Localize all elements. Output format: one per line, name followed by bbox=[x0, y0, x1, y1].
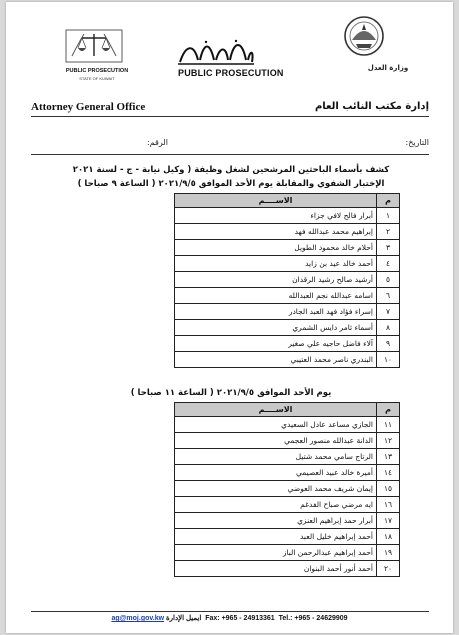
row-number: ١٥ bbox=[377, 481, 400, 497]
candidate-name: إسراء فؤاد فهد العبد الجادر bbox=[175, 304, 377, 320]
row-number: ٤ bbox=[377, 256, 400, 272]
candidate-name: آلاء فاضل حاجيه علي صغير bbox=[175, 336, 377, 352]
row-number: ٨ bbox=[377, 320, 400, 336]
row-number: ١٣ bbox=[377, 449, 400, 465]
column-header-number: م bbox=[377, 403, 400, 417]
candidate-name: إبراهيم محمد عبدالله فهد bbox=[175, 224, 377, 240]
column-header-name: الاســــم bbox=[175, 194, 377, 208]
table-row bbox=[175, 256, 400, 272]
table-row bbox=[175, 449, 400, 465]
candidate-name: أسماء ثامر دايس الشمري bbox=[175, 320, 377, 336]
session-1-table bbox=[174, 193, 400, 368]
candidate-name: الدانة عبدالله منصور العجمي bbox=[175, 433, 377, 449]
attorney-general-office-ar: إدارة مكتب النائب العام bbox=[314, 101, 429, 112]
table-row bbox=[175, 513, 400, 529]
reference-label: الرقم: bbox=[147, 138, 168, 147]
candidate-name: أبرار حمد إبراهيم العنزي bbox=[175, 513, 377, 529]
row-number: ٧ bbox=[377, 304, 400, 320]
public-prosecution-scales-logo bbox=[64, 26, 124, 66]
table-row bbox=[175, 320, 400, 336]
candidate-name: أحمد إبراهيم خليل العبد bbox=[175, 529, 377, 545]
candidate-name: البندري ناصر محمد العتيبي bbox=[175, 352, 377, 368]
session-2-heading: يوم الأحد الموافق ٢٠٢١/٩/٥ ( الساعة ١١ صباحا ) bbox=[130, 388, 332, 398]
row-number: ١١ bbox=[377, 417, 400, 433]
candidate-name: إيمان شريف محمد العوضي bbox=[175, 481, 377, 497]
table-row bbox=[175, 304, 400, 320]
footer-contact bbox=[6, 614, 453, 622]
state-of-kuwait-label: STATE OF KUWAIT bbox=[79, 76, 115, 81]
attorney-general-office-en: Attorney General Office bbox=[31, 101, 146, 113]
table-row bbox=[175, 336, 400, 352]
candidate-name: الجازي مساعد عادل السعيدي bbox=[175, 417, 377, 433]
row-number: ١٨ bbox=[377, 529, 400, 545]
table-header-row bbox=[175, 194, 400, 208]
row-number: ١٩ bbox=[377, 545, 400, 561]
table-row bbox=[175, 224, 400, 240]
row-number: ١ bbox=[377, 208, 400, 224]
table-row bbox=[175, 352, 400, 368]
table-row bbox=[175, 272, 400, 288]
row-number: ١٤ bbox=[377, 465, 400, 481]
candidate-name: أميرة خالد عبيد العصيمي bbox=[175, 465, 377, 481]
public-prosecution-calligraphy-logo bbox=[176, 38, 256, 68]
meta-divider bbox=[31, 154, 429, 155]
tel-number: Tel.: +965 - 24629909 bbox=[278, 615, 348, 622]
session-2-table bbox=[174, 402, 400, 577]
footer-divider bbox=[31, 611, 429, 612]
candidate-name: الرتاج سامي محمد شتيل bbox=[175, 449, 377, 465]
table-row bbox=[175, 561, 400, 577]
row-number: ١٠ bbox=[377, 352, 400, 368]
row-number: ١٢ bbox=[377, 433, 400, 449]
public-prosecution-title: PUBLIC PROSECUTION bbox=[178, 68, 284, 78]
candidate-name: اسامه عبدالله نجم العبدالله bbox=[175, 288, 377, 304]
table-row bbox=[175, 497, 400, 513]
row-number: ٣ bbox=[377, 240, 400, 256]
document-page bbox=[6, 2, 453, 633]
table-row bbox=[175, 433, 400, 449]
table-header-row bbox=[175, 403, 400, 417]
candidate-name: أحمد إبراهيم عبدالرحمن الباز bbox=[175, 545, 377, 561]
candidate-name: أحمد أنور أحمد البنوان bbox=[175, 561, 377, 577]
table-row bbox=[175, 417, 400, 433]
column-header-number: م bbox=[377, 194, 400, 208]
table-row bbox=[175, 208, 400, 224]
ministry-seal-logo bbox=[342, 14, 386, 60]
header-divider bbox=[31, 116, 429, 117]
column-header-name: الاســــم bbox=[175, 403, 377, 417]
candidate-name: أبرار فالح لافي جزاء bbox=[175, 208, 377, 224]
row-number: ٢٠ bbox=[377, 561, 400, 577]
email-label: ايميل الإدارة bbox=[165, 615, 202, 622]
candidate-name: ايه مرضي صباح الفدغم bbox=[175, 497, 377, 513]
fax-number: Fax: +965 - 24913361 bbox=[205, 615, 275, 622]
session-1-heading: الإختبار الشفوي والمقابلة يوم الأحد الموافق ٢٠٢١/٩/٥ ( الساعة ٩ صباحا ) bbox=[77, 179, 385, 189]
row-number: ٩ bbox=[377, 336, 400, 352]
row-number: ٥ bbox=[377, 272, 400, 288]
row-number: ١٦ bbox=[377, 497, 400, 513]
document-title: كشف بأسماء الباحثين المرشحين لشغل وظيفة ( وكيل نيابة - ج - لسنة ٢٠٢١ bbox=[72, 165, 390, 175]
table-row bbox=[175, 481, 400, 497]
email-link[interactable]: ag@moj.gov.kw bbox=[111, 615, 165, 622]
table-row bbox=[175, 545, 400, 561]
row-number: ٦ bbox=[377, 288, 400, 304]
table-row bbox=[175, 240, 400, 256]
ministry-name: وزارة العدل bbox=[367, 64, 409, 72]
public-prosecution-small-title: PUBLIC PROSECUTION bbox=[65, 68, 129, 74]
candidate-name: أحمد خالد عيد بن زايد bbox=[175, 256, 377, 272]
candidate-name: أحلام خالد محمود الطويل bbox=[175, 240, 377, 256]
table-row bbox=[175, 288, 400, 304]
row-number: ١٧ bbox=[377, 513, 400, 529]
row-number: ٢ bbox=[377, 224, 400, 240]
table-row bbox=[175, 529, 400, 545]
date-label: التاريخ: bbox=[405, 138, 429, 147]
candidate-name: أرشيد صالح رشيد الرقدان bbox=[175, 272, 377, 288]
table-row bbox=[175, 465, 400, 481]
